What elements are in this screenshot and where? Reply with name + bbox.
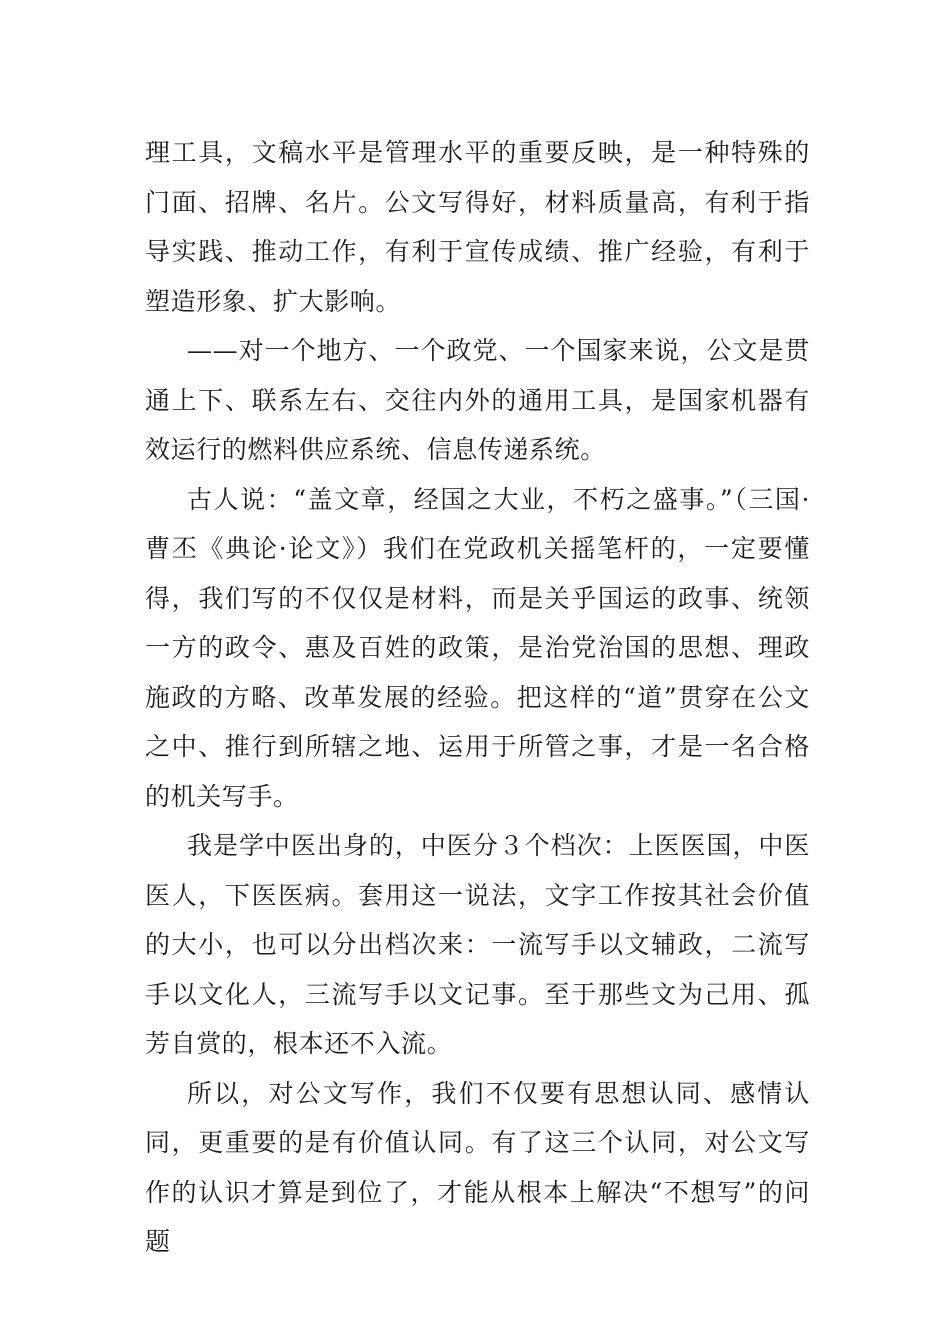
- paragraph-1: 理工具，文稿水平是管理水平的重要反映，是一种特殊的门面、招牌、名片。公文写得好，材料质量高，有利于指导实践、推动工作，有利于宣传成绩、推广经验，有利于塑造形象、扩大影响。: [145, 138, 810, 316]
- paragraph-4: 我是学中医出身的，中医分３个档次：上医医国，中医医人，下医医病。套用这一说法，文字工作按其社会价值的大小，也可以分出档次来：一流写手以文辅政，二流写手以文化人，三流写手以文记事。至于那些文为己用、孤芳自赏的，根本还不入流。: [145, 831, 810, 1058]
- paragraph-5: 所以，对公文写作，我们不仅要有思想认同、感情认同，更重要的是有价值认同。有了这三个认同，对公文写作的认识才算是到位了，才能从根本上解决“不想写”的问题: [145, 1078, 810, 1256]
- paragraph-3: 古人说：“盖文章，经国之大业，不朽之盛事。”（三国·曹丕《典论·论文》）我们在党政机关摇笔杆的，一定要懂得，我们写的不仅仅是材料，而是关乎国运的政事、统领一方的政令、惠及百姓的政策，是治党治国的思想、理政施政的方略、改革发展的经验。把这样的“道”贯穿在公文之中、推行到所辖之地、运用于所管之事，才是一名合格的机关写手。: [145, 484, 810, 811]
- document-body: [145, 128, 810, 1267]
- paragraph-2: ——对一个地方、一个政党、一个国家来说，公文是贯通上下、联系左右、交往内外的通用工具，是国家机器有效运行的燃料供应系统、信息传递系统。: [145, 336, 810, 464]
